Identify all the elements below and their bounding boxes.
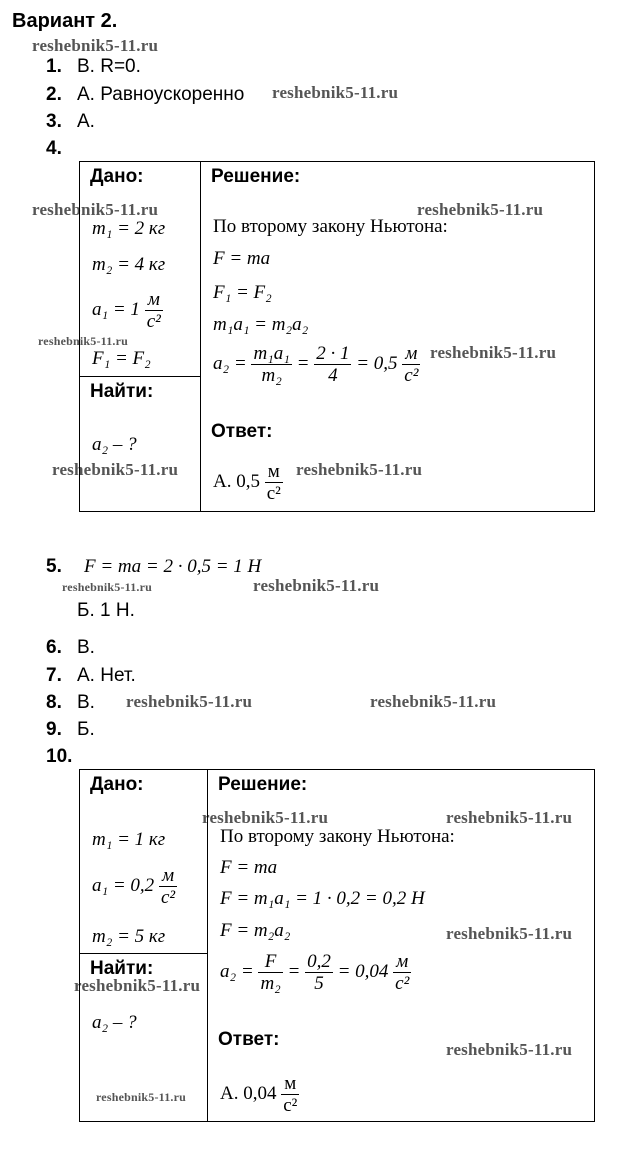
answer-text: Б. 1 Н. (77, 600, 135, 621)
answer-text: В. (77, 692, 95, 713)
item-number: 6. (46, 637, 62, 658)
formula-line: F₁ = F₂ (213, 282, 272, 303)
answer-text: А. Равноускоренно (77, 84, 245, 105)
formula-line: F = ma = 2 · 0,5 = 1 Н (84, 556, 262, 577)
given-m1: m₁ = 1 кг (92, 829, 166, 850)
solution-header: Решение: (211, 166, 301, 187)
answer-text: Б. (77, 719, 95, 740)
watermark: reshebnik5-11.ru (38, 334, 128, 348)
given-header: Дано: (90, 166, 144, 187)
given-force-equality: F₁ = F₂ (92, 348, 151, 369)
solution-header: Решение: (218, 774, 308, 795)
given-a1-value: a₁ = 1 (92, 298, 140, 320)
watermark: reshebnik5-11.ru (74, 976, 201, 995)
watermark: reshebnik5-11.ru (32, 200, 159, 219)
find-header: Найти: (90, 958, 154, 979)
watermark: reshebnik5-11.ru (272, 83, 399, 102)
formula-line: F = m₂a₂ (220, 920, 291, 941)
item-number: 1. (46, 56, 62, 77)
answer-text: А. (77, 111, 95, 132)
watermark: reshebnik5-11.ru (446, 808, 573, 827)
given-m2: m₂ = 4 кг (92, 254, 166, 275)
item-number: 4. (46, 138, 62, 159)
given-a1-value: a₁ = 0,2 (92, 874, 155, 896)
watermark: reshebnik5-11.ru (417, 200, 544, 219)
given-m2: m₂ = 5 кг (92, 926, 166, 947)
item-number: 2. (46, 84, 62, 105)
watermark: reshebnik5-11.ru (253, 576, 380, 595)
item-number: 7. (46, 665, 62, 686)
formula-line: a₂ = $\frac{\text{m₁a₁}}{\text{m₂}}$ = $\frac{2 \cdot 1}{4}$ = 0,5 $\frac{м}{\text{с²}}$ (213, 343, 419, 386)
answer-header: Ответ: (211, 421, 273, 442)
answer-text: В. (77, 637, 95, 658)
unit-fraction: $\frac{м}{\text{с²}}$ (160, 865, 176, 908)
watermark: reshebnik5-11.ru (296, 460, 423, 479)
divider (200, 161, 201, 512)
answer-value: А. 0,5 $\frac{м}{\text{с²}}$ (213, 461, 281, 504)
find-value: a₂ – ? (92, 434, 137, 455)
given-m1: m₁ = 2 кг (92, 218, 166, 239)
formula-line: F = ma (213, 248, 271, 269)
item-number: 8. (46, 692, 62, 713)
unit-fraction: $\frac{м}{\text{с²}}$ (146, 289, 161, 332)
watermark: reshebnik5-11.ru (370, 692, 497, 711)
divider (207, 769, 208, 1122)
watermark: reshebnik5-11.ru (430, 343, 557, 362)
page-title: Вариант 2. (12, 10, 118, 32)
formula-line: a₂ = $\frac{F}{\text{m₂}}$ = $\frac{0,2}{5}$ = 0,04 $\frac{м}{\text{с²}}$ (220, 951, 410, 994)
item-number: 10. (46, 746, 73, 767)
law-text: По второму закону Ньютона: (220, 826, 455, 847)
watermark: reshebnik5-11.ru (32, 36, 159, 55)
watermark: reshebnik5-11.ru (446, 1040, 573, 1059)
item-number: 5. (46, 556, 62, 577)
watermark: reshebnik5-11.ru (202, 808, 329, 827)
formula-line: m₁a₁ = m₂a₂ (213, 314, 309, 335)
find-value: a₂ – ? (92, 1012, 137, 1033)
watermark: reshebnik5-11.ru (126, 692, 253, 711)
watermark: reshebnik5-11.ru (96, 1090, 186, 1104)
answer-header: Ответ: (218, 1029, 280, 1050)
given-a1 (92, 866, 177, 907)
watermark: reshebnik5-11.ru (446, 924, 573, 943)
item-number: 3. (46, 111, 62, 132)
watermark: reshebnik5-11.ru (62, 580, 152, 594)
divider (79, 953, 207, 954)
formula-line: F = ma (220, 857, 278, 878)
divider (79, 376, 200, 377)
item-number: 9. (46, 719, 62, 740)
task4-table (79, 161, 595, 512)
find-header: Найти: (90, 381, 154, 402)
answer-value: А. 0,04 $\frac{м}{\text{с²}}$ (220, 1073, 298, 1116)
law-text: По второму закону Ньютона: (213, 216, 448, 237)
answer-text: А. Нет. (77, 665, 136, 686)
given-a1 (92, 290, 163, 331)
given-header: Дано: (90, 774, 144, 795)
answer-text: В. R=0. (77, 56, 141, 77)
formula-line: F = m₁a₁ = 1 · 0,2 = 0,2 Н (220, 888, 425, 909)
watermark: reshebnik5-11.ru (52, 460, 179, 479)
